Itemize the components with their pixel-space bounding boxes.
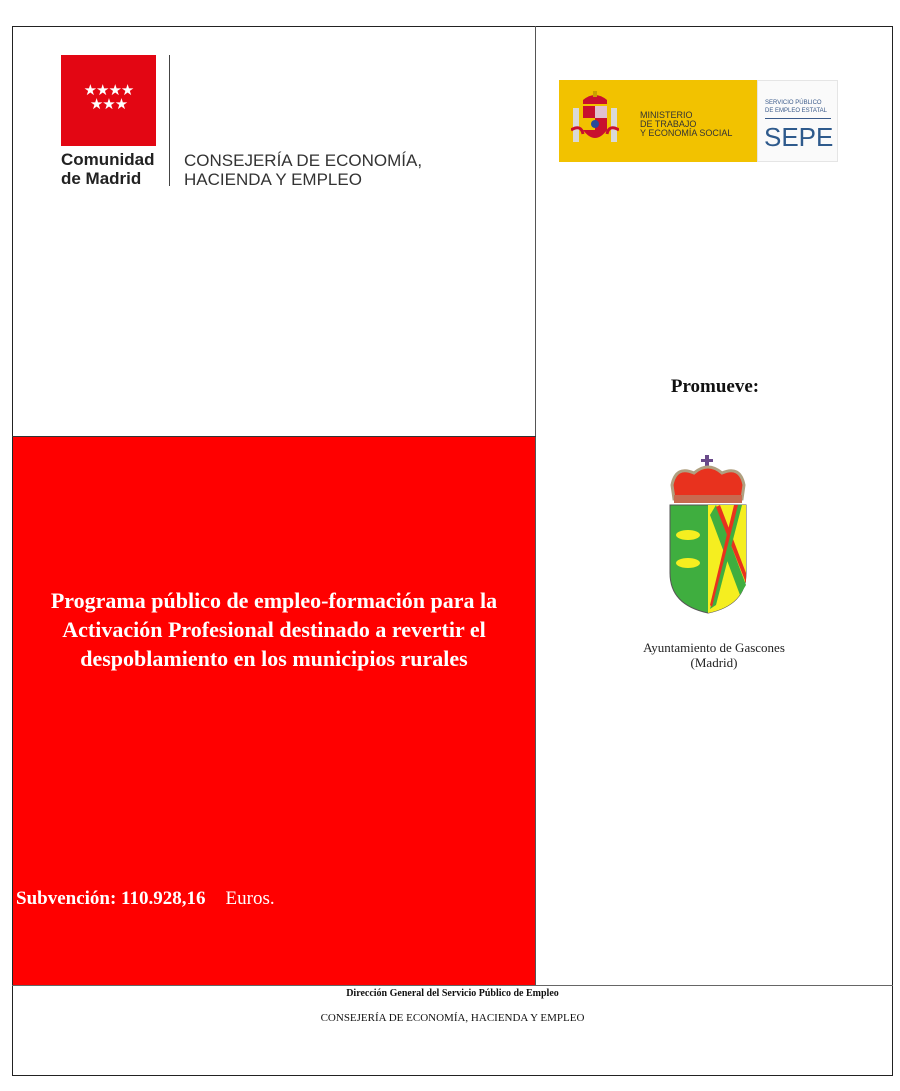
subsidy-label: Subvención: 110.928,16 bbox=[16, 888, 206, 909]
ministry-logo bbox=[559, 80, 757, 162]
gascones-coat-of-arms-icon bbox=[666, 455, 750, 615]
footer-department: CONSEJERÍA DE ECONOMÍA, HACIENDA Y EMPLEO bbox=[320, 1012, 585, 1024]
sepe-subtitle: SERVICIO PÚBLICO DE EMPLEO ESTATAL bbox=[765, 100, 828, 114]
promoter-name: Ayuntamiento de Gascones (Madrid) bbox=[643, 640, 785, 670]
sepe-divider bbox=[765, 118, 831, 119]
program-title: Programa público de empleo-formación para la Activación Profesional destinado a revertir el despoblamiento en los municipios rurales bbox=[50, 588, 498, 671]
comunidad-madrid-logo bbox=[61, 55, 156, 146]
promoter-label: Promueve: bbox=[670, 376, 760, 397]
row-divider bbox=[12, 436, 536, 437]
sepe-wordmark: SEPE bbox=[764, 122, 834, 152]
subsidy-unit: Euros. bbox=[225, 888, 275, 909]
column-divider bbox=[535, 26, 536, 986]
department-name: CONSEJERÍA DE ECONOMÍA, HACIENDA Y EMPLEO bbox=[184, 151, 423, 189]
footer-directorate: Dirección General del Servicio Público de Empleo bbox=[346, 988, 559, 999]
footer-divider bbox=[12, 985, 893, 986]
subsidy-amount bbox=[16, 888, 275, 910]
spain-coat-of-arms-icon bbox=[571, 90, 619, 152]
comunidad-madrid-name: Comunidad de Madrid bbox=[61, 150, 155, 188]
stars-icon: ★★★★ ★★★ bbox=[83, 81, 134, 113]
ministry-name: MINISTERIO DE TRABAJO Y ECONOMÍA SOCIAL bbox=[640, 110, 733, 138]
logo-separator bbox=[169, 55, 170, 186]
sepe-logo bbox=[757, 80, 838, 162]
